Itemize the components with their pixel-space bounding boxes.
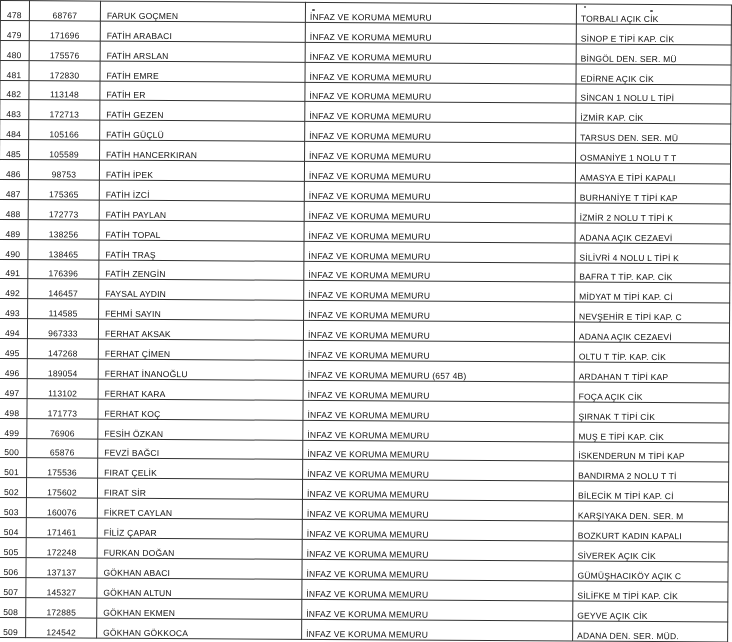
position-title-cell: İNFAZ VE KORUMA MEMURU [303, 321, 574, 343]
assigned-unit-cell: SİLİFKE M TİPİ KAP. CİK [573, 581, 728, 602]
position-title-cell: İNFAZ VE KORUMA MEMURU [304, 261, 575, 283]
position-title-cell: İNFAZ VE KORUMA MEMURU [302, 480, 573, 502]
registry-number-cell: 172773 [28, 200, 99, 220]
position-title-cell: İNFAZ VE KORUMA MEMURU [302, 599, 573, 621]
position-title-cell: İNFAZ VE KORUMA MEMURU [305, 102, 576, 124]
full-name-cell: FEVZİ BAĞCI [98, 439, 303, 460]
row-number-cell: 484 [0, 120, 29, 140]
row-number-cell: 502 [0, 478, 27, 498]
assigned-unit-cell: ARDAHAN T TİPİ KAP [574, 362, 729, 383]
registry-number-cell: 171461 [26, 518, 97, 538]
row-number-cell: 487 [0, 180, 28, 200]
full-name-cell: FATİH GÜÇLÜ [100, 120, 305, 141]
row-number-cell: 504 [0, 518, 26, 538]
full-name-cell: FİKRET CAYLAN [97, 498, 302, 519]
row-number-cell: 498 [0, 398, 27, 418]
full-name-cell: FIRAT ÇELİK [98, 459, 303, 480]
position-title-cell: İNFAZ VE KORUMA MEMURU [305, 62, 576, 84]
full-name-cell: FİLİZ ÇAPAR [97, 518, 302, 539]
assigned-unit-cell: SİNCAN 1 NOLU L TİPİ [576, 84, 731, 105]
registry-number-cell: 105166 [29, 120, 100, 140]
row-number-cell: 496 [0, 359, 27, 379]
assigned-unit-cell: SİNOP E TİPİ KAP. CİK [576, 24, 731, 45]
registry-number-cell: 124542 [26, 617, 97, 637]
registry-number-cell: 98753 [28, 160, 99, 180]
row-number-cell: 478 [0, 1, 29, 21]
row-number-cell: 500 [0, 438, 27, 458]
registry-number-cell: 176396 [28, 259, 99, 279]
full-name-cell: FERHAT İNANOĞLU [98, 359, 303, 380]
full-name-cell: FATİH ER [100, 81, 305, 102]
row-number-cell: 503 [0, 498, 26, 518]
registry-number-cell: 138256 [28, 219, 99, 239]
registry-number-cell: 172830 [29, 60, 100, 80]
assigned-unit-cell: NEVŞEHİR E TİPİ KAP. C [575, 302, 730, 323]
assigned-unit-cell: OLTU T TİP. KAP. CİK [574, 342, 729, 363]
full-name-cell: FERHAT KOÇ [98, 399, 303, 420]
position-title-cell: İNFAZ VE KORUMA MEMURU [305, 2, 576, 24]
scan-speck [312, 9, 315, 11]
full-name-cell: FESİH ÖZKAN [98, 419, 303, 440]
assigned-unit-cell: ADANA AÇIK CEZAEVİ [574, 322, 729, 343]
full-name-cell: FAYSAL AYDIN [99, 280, 304, 301]
registry-number-cell: 175602 [26, 478, 97, 498]
registry-number-cell: 76906 [27, 418, 98, 438]
row-number-cell: 508 [0, 597, 26, 617]
position-title-cell: İNFAZ VE KORUMA MEMURU [303, 440, 574, 462]
row-number-cell: 506 [0, 557, 26, 577]
full-name-cell: GÖKHAN GÖKKOCA [97, 618, 302, 639]
position-title-cell: İNFAZ VE KORUMA MEMURU [304, 301, 575, 323]
position-title-cell: İNFAZ VE KORUMA MEMURU [303, 341, 574, 363]
assigned-unit-cell: TARSUS DEN. SER. MÜ [576, 123, 731, 144]
registry-number-cell: 171773 [27, 398, 98, 418]
registry-number-cell: 138465 [28, 239, 99, 259]
row-number-cell: 509 [0, 617, 26, 637]
position-title-cell: İNFAZ VE KORUMA MEMURU [302, 559, 573, 581]
registry-number-cell: 137137 [26, 558, 97, 578]
assigned-unit-cell: GÜMÜŞHACIKÖY AÇIK C [573, 561, 728, 582]
position-title-cell: İNFAZ VE KORUMA MEMURU [305, 142, 576, 164]
full-name-cell: FATİH HANCERKIRAN [100, 140, 305, 161]
assigned-unit-cell: ADANA AÇIK CEZAEVİ [575, 223, 730, 244]
position-title-cell: İNFAZ VE KORUMA MEMURU [305, 42, 576, 64]
position-title-cell: İNFAZ VE KORUMA MEMURU [304, 241, 575, 263]
full-name-cell: FATİH GEZEN [100, 101, 305, 122]
row-number-cell: 488 [0, 199, 28, 219]
row-number-cell: 494 [0, 319, 28, 339]
position-title-cell: İNFAZ VE KORUMA MEMURU [304, 221, 575, 243]
position-title-cell: İNFAZ VE KORUMA MEMURU [302, 539, 573, 561]
row-number-cell: 481 [0, 60, 29, 80]
assigned-unit-cell: SİVEREK AÇIK CİK [573, 541, 728, 562]
scan-speck [650, 10, 653, 12]
registry-number-cell: 65876 [27, 438, 98, 458]
assigned-unit-cell: BİNGÖL DEN. SER. MÜ [576, 44, 731, 65]
full-name-cell: FERHAT ÇİMEN [98, 339, 303, 360]
assigned-unit-cell: BİLECİK M TİPİ KAP. Cİ [573, 481, 728, 502]
registry-number-cell: 68767 [29, 1, 100, 21]
full-name-cell: GÖKHAN EKMEN [97, 598, 302, 619]
assigned-unit-cell: İZMİR 2 NOLU T TİPİ K [575, 203, 730, 224]
position-title-cell: İNFAZ VE KORUMA MEMURU [303, 460, 574, 482]
full-name-cell: FERHAT KARA [98, 379, 303, 400]
full-name-cell: FATİH İPEK [99, 160, 304, 181]
scan-speck [584, 6, 586, 8]
row-number-cell: 480 [0, 40, 29, 60]
assigned-unit-cell: SİLİVRİ 4 NOLU L TİPİ K [575, 243, 730, 264]
position-title-cell: İNFAZ VE KORUMA MEMURU [303, 380, 574, 402]
position-title-cell: İNFAZ VE KORUMA MEMURU [302, 520, 573, 542]
row-number-cell: 499 [0, 418, 27, 438]
assigned-unit-cell: EDİRNE AÇIK CİK [576, 64, 731, 85]
position-title-cell: İNFAZ VE KORUMA MEMURU [302, 579, 573, 601]
full-name-cell: FEHMİ SAYIN [99, 299, 304, 320]
full-name-cell: FURKAN DOĞAN [97, 538, 302, 559]
assigned-unit-cell: MUŞ E TİPİ KAP. CİK [574, 422, 729, 443]
full-name-cell: FATİH PAYLAN [99, 200, 304, 221]
full-name-cell: FARUK GOÇMEN [100, 1, 305, 22]
assigned-unit-cell: KARŞIYAKA DEN. SER. M [573, 501, 728, 522]
position-title-cell: İNFAZ VE KORUMA MEMURU [305, 122, 576, 144]
full-name-cell: FATİH TOPAL [99, 220, 304, 241]
row-number-cell: 483 [0, 100, 29, 120]
assigned-unit-cell: İZMİR KAP. CİK [576, 103, 731, 124]
position-title-cell: İNFAZ VE KORUMA MEMURU [302, 500, 573, 522]
registry-number-cell: 175365 [28, 180, 99, 200]
position-title-cell: İNFAZ VE KORUMA MEMURU (657 4B) [303, 360, 574, 382]
row-number-cell: 505 [0, 538, 26, 558]
assigned-unit-cell: BOZKURT KADIN KAPALI [573, 521, 728, 542]
registry-number-cell: 967333 [27, 319, 98, 339]
row-number-cell: 485 [0, 140, 29, 160]
row-number-cell: 482 [0, 80, 29, 100]
registry-number-cell: 172248 [26, 538, 97, 558]
row-number-cell: 495 [0, 339, 27, 359]
full-name-cell: FATİH EMRE [100, 61, 305, 82]
position-title-cell: İNFAZ VE KORUMA MEMURU [305, 22, 576, 44]
assigned-unit-cell: AMASYA E TİPİ KAPALI [575, 163, 730, 184]
registry-number-cell: 105589 [29, 140, 100, 160]
row-number-cell: 492 [0, 279, 28, 299]
row-number-cell: 497 [0, 378, 27, 398]
registry-number-cell: 114585 [28, 299, 99, 319]
full-name-cell: FATİH TRAŞ [99, 240, 304, 261]
assigned-unit-cell: OSMANİYE 1 NOLU T T [576, 143, 731, 164]
row-number-cell: 493 [0, 299, 28, 319]
registry-number-cell: 113148 [29, 80, 100, 100]
position-title-cell: İNFAZ VE KORUMA MEMURU [304, 161, 575, 183]
full-name-cell: FATİH ZENGİN [99, 260, 304, 281]
registry-number-cell: 146457 [28, 279, 99, 299]
registry-number-cell: 172885 [26, 597, 97, 617]
assigned-unit-cell: GEYVE AÇIK CİK [573, 601, 728, 622]
table-row [0, 617, 728, 641]
registry-number-cell: 175576 [29, 40, 100, 60]
position-title-cell: İNFAZ VE KORUMA MEMURU [302, 619, 573, 641]
assigned-unit-cell: MİDYAT M TİPİ KAP. Cİ [575, 282, 730, 303]
registry-number-cell: 171696 [29, 21, 100, 41]
row-number-cell: 501 [0, 458, 27, 478]
full-name-cell: FERHAT AKSAK [98, 319, 303, 340]
row-number-cell: 486 [0, 160, 29, 180]
full-name-cell: FIRAT SİR [97, 478, 302, 499]
registry-number-cell: 147268 [27, 339, 98, 359]
registry-number-cell: 145327 [26, 577, 97, 597]
full-name-cell: FATİH ARSLAN [100, 41, 305, 62]
position-title-cell: İNFAZ VE KORUMA MEMURU [304, 201, 575, 223]
row-number-cell: 479 [0, 20, 29, 40]
registry-number-cell: 160076 [26, 498, 97, 518]
position-title-cell: İNFAZ VE KORUMA MEMURU [304, 281, 575, 303]
row-number-cell: 490 [0, 239, 28, 259]
position-title-cell: İNFAZ VE KORUMA MEMURU [303, 420, 574, 442]
assigned-unit-cell: İSKENDERUN M TİPİ KAP [574, 442, 729, 463]
row-number-cell: 489 [0, 219, 28, 239]
full-name-cell: GÖKHAN ABACI [97, 558, 302, 579]
table-body [0, 1, 731, 642]
registry-number-cell: 189054 [27, 359, 98, 379]
position-title-cell: İNFAZ VE KORUMA MEMURU [304, 181, 575, 203]
registry-number-cell: 113102 [27, 379, 98, 399]
assigned-unit-cell: BURHANİYE T TİPİ KAP [575, 183, 730, 204]
registry-number-cell: 172713 [29, 100, 100, 120]
full-name-cell: GÖKHAN ALTUN [97, 578, 302, 599]
assigned-unit-cell: ADANA DEN. SER. MÜD. [573, 621, 728, 642]
full-name-cell: FATİH ARABACI [100, 21, 305, 42]
assigned-unit-cell: BANDIRMA 2 NOLU T Tİ [574, 461, 729, 482]
row-number-cell: 491 [0, 259, 28, 279]
assigned-unit-cell: FOÇA AÇIK CİK [574, 382, 729, 403]
assigned-unit-cell: ŞIRNAK T TİPİ CİK [574, 402, 729, 423]
assigned-unit-cell: BAFRA T TİP. KAP. CİK [575, 263, 730, 284]
position-title-cell: İNFAZ VE KORUMA MEMURU [303, 400, 574, 422]
registry-number-cell: 175536 [27, 458, 98, 478]
full-name-cell: FATİH İZCİ [99, 180, 304, 201]
assigned-unit-cell: TORBALI AÇIK CİK [576, 4, 731, 25]
row-number-cell: 507 [0, 577, 26, 597]
position-title-cell: İNFAZ VE KORUMA MEMURU [305, 82, 576, 104]
